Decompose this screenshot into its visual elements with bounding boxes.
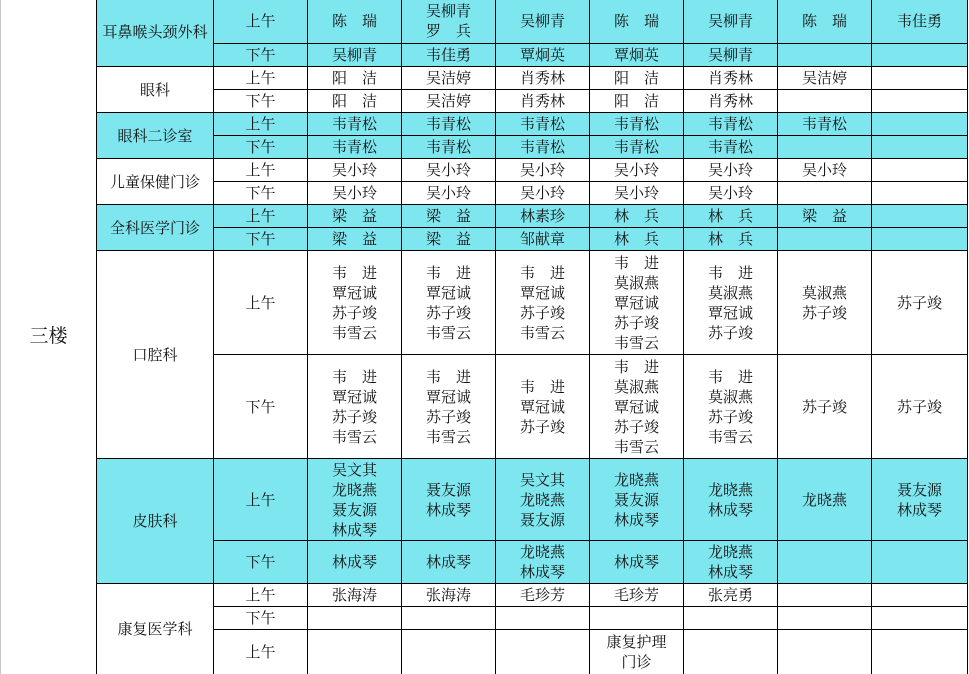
- doctor-names: 张亮勇: [707, 586, 753, 604]
- doctor-cell[interactable]: [872, 205, 968, 228]
- doctor-cell[interactable]: [778, 228, 872, 251]
- doctor-names: 吴文其 龙晓燕 聂友源: [519, 470, 565, 529]
- doctor-cell[interactable]: [496, 541, 590, 584]
- doctor-cell[interactable]: [684, 228, 778, 251]
- doctor-cell[interactable]: [496, 67, 590, 90]
- doctor-cell[interactable]: [684, 541, 778, 584]
- doctor-names: 吴柳青: [707, 11, 753, 30]
- doctor-names: 张海涛: [331, 586, 377, 604]
- doctor-cell[interactable]: [872, 0, 968, 44]
- department-name[interactable]: 耳鼻喉头颈外科: [97, 0, 214, 67]
- doctor-names: 韦佳勇: [896, 11, 942, 30]
- department-name[interactable]: 眼科: [97, 67, 214, 113]
- doctor-cell[interactable]: [308, 0, 402, 44]
- doctor-cell[interactable]: [496, 630, 590, 674]
- doctor-cell[interactable]: [872, 228, 968, 251]
- doctor-names: 肖秀林: [519, 92, 565, 110]
- doctor-cell[interactable]: [308, 44, 402, 67]
- doctor-cell[interactable]: [778, 630, 872, 674]
- doctor-names: 吴小玲: [801, 161, 847, 179]
- doctor-cell[interactable]: [872, 355, 968, 459]
- department-name[interactable]: 儿童保健门诊: [97, 159, 214, 205]
- doctor-cell[interactable]: [872, 630, 968, 674]
- doctor-cell[interactable]: [778, 355, 872, 459]
- doctor-names: 肖秀林: [707, 92, 753, 110]
- doctor-cell[interactable]: [308, 136, 402, 159]
- doctor-cell[interactable]: [590, 182, 684, 205]
- schedule-row: [1, 205, 968, 228]
- doctor-cell[interactable]: [590, 541, 684, 584]
- doctor-cell[interactable]: [496, 159, 590, 182]
- schedule-row: [1, 0, 968, 44]
- doctor-cell[interactable]: [872, 459, 968, 541]
- doctor-names: 龙晓燕 林成琴: [519, 543, 565, 581]
- doctor-names: 韦 进 莫淑燕 覃冠诚 苏子竣 韦雪云: [613, 253, 659, 352]
- department-name[interactable]: 口腔科: [97, 251, 214, 459]
- doctor-names: 韦 进 莫淑燕 覃冠诚 苏子竣 韦雪云: [613, 357, 659, 456]
- schedule-row: [1, 113, 968, 136]
- doctor-cell[interactable]: [778, 541, 872, 584]
- doctor-names: 吴小玲: [331, 161, 377, 179]
- doctor-cell[interactable]: [308, 113, 402, 136]
- doctor-names: 吴小玲: [519, 184, 565, 202]
- doctor-cell[interactable]: [872, 44, 968, 67]
- doctor-cell[interactable]: [496, 136, 590, 159]
- doctor-cell[interactable]: [402, 630, 496, 674]
- doctor-names: 阳 洁: [613, 92, 659, 110]
- doctor-names: 韦 进 莫淑燕 苏子竣 韦雪云: [707, 367, 753, 446]
- period-cell[interactable]: 下午: [214, 228, 308, 251]
- doctor-cell[interactable]: [872, 90, 968, 113]
- doctor-cell[interactable]: [402, 67, 496, 90]
- period-cell[interactable]: 下午: [214, 607, 308, 630]
- doctor-names: 韦青松: [613, 138, 659, 156]
- doctor-names: 阳 洁: [331, 92, 377, 110]
- doctor-cell[interactable]: [308, 459, 402, 541]
- doctor-cell[interactable]: [590, 67, 684, 90]
- doctor-names: 吴小玲: [707, 184, 753, 202]
- doctor-names: 阳 洁: [613, 69, 659, 87]
- doctor-names: 林 兵: [707, 230, 753, 248]
- doctor-names: 梁 益: [801, 207, 847, 225]
- doctor-names: 韦 进 覃冠诚 苏子竣 韦雪云: [331, 367, 377, 446]
- doctor-names: 毛珍芳: [613, 586, 659, 604]
- doctor-cell[interactable]: [308, 228, 402, 251]
- doctor-cell[interactable]: [402, 44, 496, 67]
- doctor-names: 吴小玲: [331, 184, 377, 202]
- doctor-cell[interactable]: [872, 113, 968, 136]
- doctor-names: 肖秀林: [519, 69, 565, 87]
- doctor-cell[interactable]: [778, 90, 872, 113]
- doctor-names: 吴柳青: [707, 46, 753, 64]
- doctor-cell[interactable]: [684, 113, 778, 136]
- doctor-cell[interactable]: [778, 251, 872, 355]
- doctor-cell[interactable]: [684, 459, 778, 541]
- doctor-names: 韦青松: [613, 115, 659, 133]
- period-cell[interactable]: 上午: [214, 0, 308, 44]
- department-name[interactable]: 康复医学科: [97, 584, 214, 674]
- doctor-names: 林 兵: [707, 207, 753, 225]
- doctor-cell[interactable]: [872, 67, 968, 90]
- doctor-names: 莫淑燕 苏子竣: [801, 283, 847, 322]
- doctor-cell[interactable]: [684, 0, 778, 44]
- doctor-cell[interactable]: [778, 67, 872, 90]
- doctor-cell[interactable]: [496, 251, 590, 355]
- doctor-cell[interactable]: [308, 159, 402, 182]
- doctor-cell[interactable]: [590, 355, 684, 459]
- doctor-cell[interactable]: [778, 182, 872, 205]
- period-cell[interactable]: 上午: [214, 584, 308, 607]
- doctor-cell[interactable]: [496, 205, 590, 228]
- doctor-cell[interactable]: [778, 459, 872, 541]
- doctor-names: 陈 瑞: [613, 11, 659, 30]
- doctor-names: 张海涛: [425, 586, 471, 604]
- doctor-names: 韦青松: [519, 115, 565, 133]
- schedule-row: [1, 159, 968, 182]
- doctor-cell[interactable]: [684, 355, 778, 459]
- doctor-cell[interactable]: [684, 182, 778, 205]
- doctor-names: 吴洁婷: [425, 69, 471, 87]
- doctor-cell[interactable]: [872, 136, 968, 159]
- doctor-cell[interactable]: [402, 113, 496, 136]
- doctor-names: 覃炯英: [613, 46, 659, 64]
- doctor-names: 吴柳青: [519, 11, 565, 30]
- doctor-cell[interactable]: [496, 182, 590, 205]
- doctor-cell[interactable]: [496, 44, 590, 67]
- doctor-names: 林成琴: [613, 553, 659, 571]
- doctor-cell[interactable]: [778, 584, 872, 607]
- department-name[interactable]: 皮肤科: [97, 459, 214, 584]
- doctor-cell[interactable]: [684, 159, 778, 182]
- period-cell[interactable]: 下午: [214, 136, 308, 159]
- doctor-cell[interactable]: [402, 584, 496, 607]
- doctor-cell[interactable]: [590, 459, 684, 541]
- doctor-cell[interactable]: [308, 355, 402, 459]
- doctor-cell[interactable]: [496, 228, 590, 251]
- doctor-names: 龙晓燕: [801, 490, 847, 509]
- doctor-names: 龙晓燕 聂友源 林成琴: [613, 470, 659, 529]
- doctor-names: 梁 益: [331, 230, 377, 248]
- doctor-names: 吴洁婷: [425, 92, 471, 110]
- doctor-names: 龙晓燕 林成琴: [707, 543, 753, 581]
- doctor-cell[interactable]: [684, 607, 778, 630]
- period-cell[interactable]: 上午: [214, 113, 308, 136]
- doctor-cell[interactable]: [590, 228, 684, 251]
- doctor-names: 林 兵: [613, 207, 659, 225]
- doctor-names: 龙晓燕 林成琴: [707, 480, 753, 519]
- doctor-names: 韦青松: [519, 138, 565, 156]
- doctor-names: 林 兵: [613, 230, 659, 248]
- doctor-cell[interactable]: [684, 90, 778, 113]
- floor-label[interactable]: 三楼: [1, 0, 97, 674]
- doctor-cell[interactable]: [308, 541, 402, 584]
- doctor-names: 吴柳青 罗 兵: [425, 1, 471, 40]
- doctor-cell[interactable]: [308, 67, 402, 90]
- doctor-names: 韦青松: [707, 115, 753, 133]
- doctor-cell[interactable]: [872, 182, 968, 205]
- doctor-cell[interactable]: [872, 541, 968, 584]
- doctor-cell[interactable]: [684, 205, 778, 228]
- doctor-cell[interactable]: [590, 251, 684, 355]
- schedule-row: [1, 67, 968, 90]
- doctor-cell[interactable]: [684, 67, 778, 90]
- doctor-cell[interactable]: [778, 159, 872, 182]
- doctor-cell[interactable]: [872, 584, 968, 607]
- doctor-cell[interactable]: [402, 136, 496, 159]
- doctor-cell[interactable]: [496, 355, 590, 459]
- doctor-names: 韦 进 覃冠诚 苏子竣: [519, 377, 565, 436]
- doctor-cell[interactable]: [496, 90, 590, 113]
- doctor-names: 韦青松: [425, 115, 471, 133]
- doctor-cell[interactable]: [496, 113, 590, 136]
- doctor-cell[interactable]: [496, 607, 590, 630]
- period-cell[interactable]: 下午: [214, 90, 308, 113]
- period-cell[interactable]: 上午: [214, 459, 308, 541]
- doctor-cell[interactable]: [778, 136, 872, 159]
- doctor-cell[interactable]: [590, 113, 684, 136]
- doctor-names: 吴文其 龙晓燕 聂友源 林成琴: [331, 460, 377, 539]
- doctor-names: 邹献章: [519, 230, 565, 248]
- doctor-names: 陈 瑞: [801, 11, 847, 30]
- doctor-cell[interactable]: [778, 113, 872, 136]
- doctor-cell[interactable]: [590, 205, 684, 228]
- doctor-names: 梁 益: [425, 207, 471, 225]
- doctor-names: 吴小玲: [613, 161, 659, 179]
- doctor-names: 吴小玲: [613, 184, 659, 202]
- doctor-cell[interactable]: [778, 0, 872, 44]
- doctor-names: 吴小玲: [519, 161, 565, 179]
- doctor-cell[interactable]: [496, 584, 590, 607]
- schedule-row: [1, 459, 968, 541]
- period-cell[interactable]: 下午: [214, 541, 308, 584]
- doctor-names: 韦青松: [707, 138, 753, 156]
- doctor-names: 林成琴: [425, 553, 471, 571]
- doctor-cell[interactable]: [308, 90, 402, 113]
- doctor-names: 苏子竣: [896, 293, 942, 312]
- doctor-names: 苏子竣: [801, 397, 847, 416]
- doctor-names: 吴小玲: [707, 161, 753, 179]
- doctor-cell[interactable]: [778, 205, 872, 228]
- doctor-cell[interactable]: [402, 205, 496, 228]
- doctor-names: 毛珍芳: [519, 586, 565, 604]
- period-cell[interactable]: 上午: [214, 67, 308, 90]
- doctor-names: 苏子竣: [896, 397, 942, 416]
- doctor-names: 覃炯英: [519, 46, 565, 64]
- doctor-cell[interactable]: [308, 630, 402, 674]
- doctor-names: 韦 进 莫淑燕 覃冠诚 苏子竣: [707, 263, 753, 342]
- doctor-names: 韦 进 覃冠诚 苏子竣 韦雪云: [425, 367, 471, 446]
- period-cell[interactable]: 上午: [214, 205, 308, 228]
- doctor-cell[interactable]: [496, 0, 590, 44]
- doctor-cell[interactable]: [684, 584, 778, 607]
- period-cell[interactable]: 上午: [214, 159, 308, 182]
- doctor-cell[interactable]: [684, 44, 778, 67]
- doctor-cell[interactable]: [872, 251, 968, 355]
- doctor-cell[interactable]: [402, 182, 496, 205]
- doctor-cell[interactable]: [590, 0, 684, 44]
- doctor-names: 吴柳青: [331, 46, 377, 64]
- period-cell[interactable]: 上午: [214, 251, 308, 355]
- doctor-cell[interactable]: [402, 355, 496, 459]
- doctor-cell[interactable]: [308, 251, 402, 355]
- period-cell[interactable]: 下午: [214, 182, 308, 205]
- doctor-cell[interactable]: [590, 607, 684, 630]
- doctor-cell[interactable]: [590, 584, 684, 607]
- schedule-row: [1, 251, 968, 355]
- doctor-cell[interactable]: [402, 90, 496, 113]
- period-cell[interactable]: 上午: [214, 630, 308, 674]
- doctor-names: 韦青松: [801, 115, 847, 133]
- doctor-names: 康复护理 门诊: [606, 633, 667, 671]
- doctor-cell[interactable]: [308, 182, 402, 205]
- doctor-cell[interactable]: [684, 136, 778, 159]
- doctor-cell[interactable]: [402, 159, 496, 182]
- doctor-cell[interactable]: [308, 205, 402, 228]
- doctor-cell[interactable]: [590, 630, 684, 674]
- doctor-cell[interactable]: [402, 607, 496, 630]
- doctor-names: 韦 进 覃冠诚 苏子竣 韦雪云: [519, 263, 565, 342]
- doctor-names: 韦青松: [331, 115, 377, 133]
- doctor-names: 林成琴: [331, 553, 377, 571]
- doctor-cell[interactable]: [402, 541, 496, 584]
- department-name[interactable]: 全科医学门诊: [97, 205, 214, 251]
- doctor-names: 阳 洁: [331, 69, 377, 87]
- doctor-names: 肖秀林: [707, 69, 753, 87]
- doctor-cell[interactable]: [872, 159, 968, 182]
- doctor-names: 吴洁婷: [801, 69, 847, 87]
- doctor-names: 梁 益: [331, 207, 377, 225]
- doctor-cell[interactable]: [590, 90, 684, 113]
- doctor-cell[interactable]: [684, 630, 778, 674]
- doctor-names: 韦青松: [425, 138, 471, 156]
- doctor-names: 聂友源 林成琴: [425, 480, 471, 519]
- doctor-cell[interactable]: [590, 136, 684, 159]
- doctor-names: 聂友源 林成琴: [896, 480, 942, 519]
- doctor-cell[interactable]: [872, 607, 968, 630]
- doctor-names: 陈 瑞: [331, 11, 377, 30]
- doctor-cell[interactable]: [590, 44, 684, 67]
- period-cell[interactable]: 下午: [214, 355, 308, 459]
- doctor-names: 林素珍: [519, 207, 565, 225]
- doctor-names: 韦青松: [331, 138, 377, 156]
- doctor-cell[interactable]: [778, 44, 872, 67]
- doctor-cell[interactable]: [402, 459, 496, 541]
- doctor-names: 韦 进 覃冠诚 苏子竣 韦雪云: [331, 263, 377, 342]
- doctor-names: 吴小玲: [425, 161, 471, 179]
- doctor-cell[interactable]: [402, 251, 496, 355]
- doctor-cell[interactable]: [684, 251, 778, 355]
- department-name[interactable]: 眼科二诊室: [97, 113, 214, 159]
- doctor-cell[interactable]: [496, 459, 590, 541]
- doctor-cell[interactable]: [590, 159, 684, 182]
- doctor-cell[interactable]: [402, 228, 496, 251]
- doctor-names: 韦佳勇: [425, 46, 471, 64]
- doctor-names: 韦 进 覃冠诚 苏子竣 韦雪云: [425, 263, 471, 342]
- doctor-names: 吴小玲: [425, 184, 471, 202]
- doctor-cell[interactable]: [402, 0, 496, 44]
- doctor-cell[interactable]: [778, 607, 872, 630]
- doctor-names: 梁 益: [425, 230, 471, 248]
- doctor-cell[interactable]: [308, 607, 402, 630]
- period-cell[interactable]: 下午: [214, 44, 308, 67]
- schedule-row: [1, 584, 968, 607]
- doctor-cell[interactable]: [308, 584, 402, 607]
